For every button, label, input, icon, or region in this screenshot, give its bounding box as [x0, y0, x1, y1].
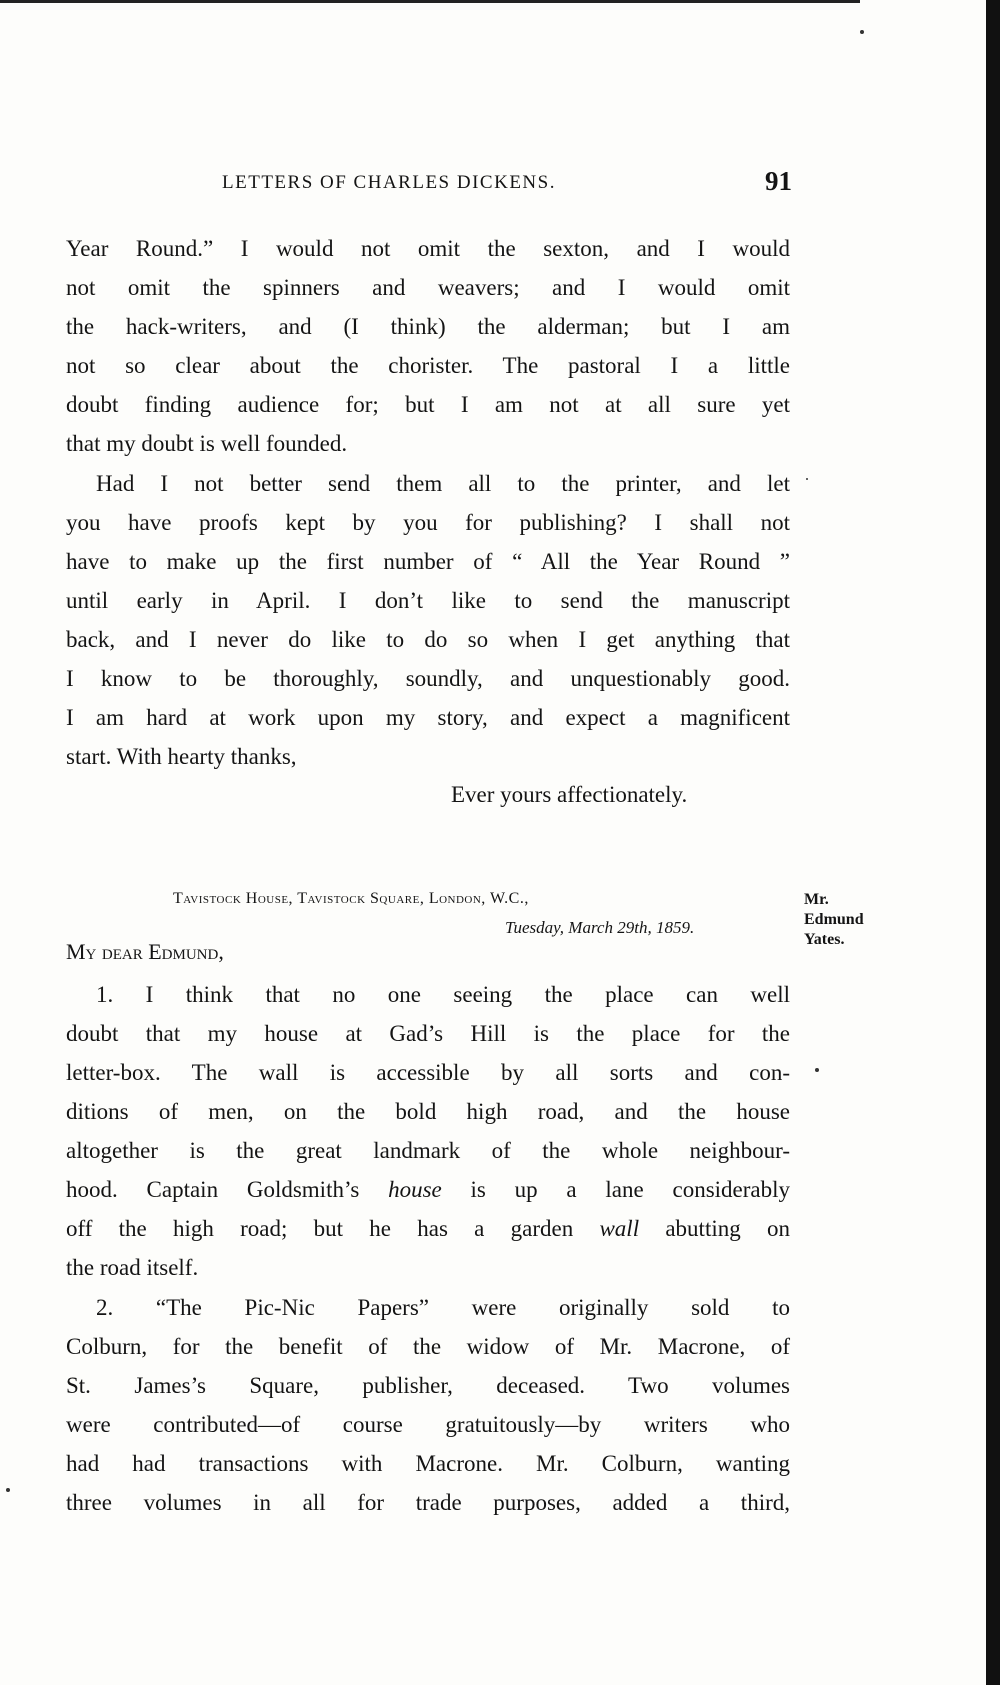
marginal-note-line: Edmund — [804, 911, 864, 928]
running-title: LETTERS OF CHARLES DICKENS. — [222, 172, 556, 193]
text-line: St. James’s Square, publisher, deceased. Two volumes — [66, 1373, 790, 1398]
text-line — [66, 1214, 790, 1244]
italic-word: wall — [599, 1216, 640, 1241]
text-line: 1. I think that no one seeing the place can well — [96, 982, 790, 1007]
scan-border-right — [986, 0, 1000, 1685]
scan-speck — [860, 30, 864, 34]
letter-salutation: My dear Edmund, — [66, 939, 224, 964]
letter-closing: Ever yours affectionately. — [451, 782, 688, 807]
italic-word: house — [388, 1177, 442, 1202]
text-line: not omit the spinners and weavers; and I would omit — [66, 275, 790, 300]
text-line: letter-box. The wall is accessible by all sorts and con- — [66, 1060, 790, 1085]
running-head — [66, 166, 792, 200]
text-line: altogether is the great landmark of the whole neighbour- — [66, 1138, 790, 1163]
text-line: doubt finding audience for; but I am not at all sure yet — [66, 392, 790, 417]
text-line: have to make up the first number of “ All the Year Round ” — [66, 549, 790, 574]
scan-border-top — [0, 0, 860, 3]
text-line: until early in April. I don’t like to send the manuscript — [66, 588, 790, 613]
scan-speck — [6, 1488, 10, 1492]
text-line: back, and I never do like to do so when I get anything that — [66, 627, 790, 652]
text-segment: off the high road; but he has a garden — [66, 1216, 600, 1241]
text-line: I am hard at work upon my story, and expect a magnificent — [66, 705, 790, 730]
text-line: that my doubt is well founded. — [66, 431, 348, 456]
text-line: you have proofs kept by you for publishing? I shall not — [66, 510, 790, 535]
text-segment: hood. Captain Goldsmith’s — [66, 1177, 389, 1202]
text-segment: is up a lane considerably — [441, 1177, 790, 1202]
text-line: three volumes in all for trade purposes, added a third, — [66, 1490, 790, 1515]
marginal-note-line: Yates. — [804, 931, 845, 948]
text-line — [66, 1175, 790, 1205]
text-line: the road itself. — [66, 1255, 199, 1280]
marginal-note — [804, 890, 864, 950]
text-line: the hack-writers, and (I think) the alderman; but I am — [66, 314, 790, 339]
text-line: ditions of men, on the bold high road, and the house — [66, 1099, 790, 1124]
letter-date: Tuesday, March 29th, 1859. — [505, 918, 695, 937]
marginal-note-line: Mr. — [804, 891, 829, 908]
text-line: doubt that my house at Gad’s Hill is the place for the — [66, 1021, 790, 1046]
text-segment: abutting on — [639, 1216, 790, 1241]
text-line: Colburn, for the benefit of the widow of Mr. Macrone, of — [66, 1334, 790, 1359]
text-line: Year Round.” I would not omit the sexton, and I would — [66, 236, 790, 261]
letter-address: Tavistock House, Tavistock Square, London, W.C., — [173, 890, 529, 907]
page-number: 91 — [765, 166, 792, 196]
text-line: had had transactions with Macrone. Mr. Colburn, wanting — [66, 1451, 790, 1476]
text-line: Had I not better send them all to the printer, and let — [96, 471, 790, 496]
scan-speck — [806, 478, 808, 480]
text-line: start. With hearty thanks, — [66, 744, 297, 769]
scan-speck — [815, 1068, 819, 1072]
text-line: were contributed—of course gratuitously—by writers who — [66, 1412, 790, 1437]
text-line: not so clear about the chorister. The pastoral I a little — [66, 353, 790, 378]
text-line: I know to be thoroughly, soundly, and unquestionably good. — [66, 666, 790, 691]
text-line: 2. “The Pic-Nic Papers” were originally sold to — [96, 1295, 790, 1320]
